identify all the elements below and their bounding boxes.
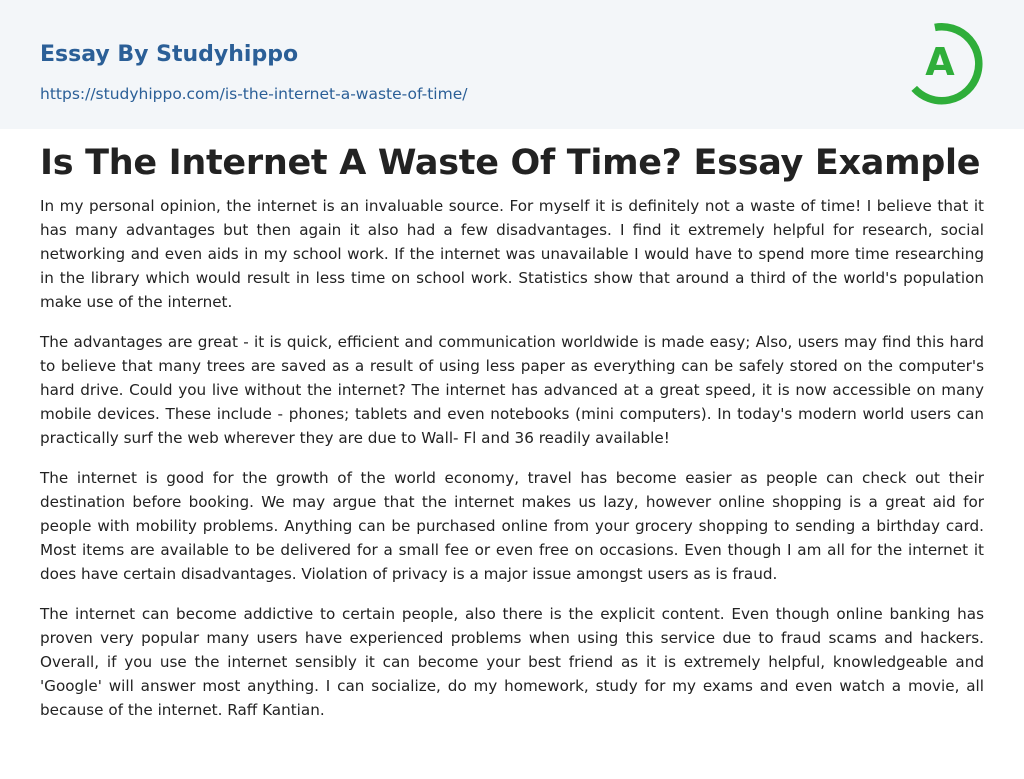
- essay-paragraph: In my personal opinion, the internet is an invaluable source. For myself it is definitely not a waste of time! I believe that it has many advantages but then again it also had a few disadvantages. I find it extremely helpful for research, social networking and even aids in my school work. If the internet was unavailable I would have to spend more time researching in the library which would result in less time on school work. Statistics show that around a third of the world's population make use of the internet.: [40, 197, 984, 311]
- essay-paragraph: The internet is good for the growth of the world economy, travel has become easier as people can check out their destination before booking. We may argue that the internet makes us lazy, however online shopping is a great aid for people with mobility problems. Anything can be purchased online from your grocery shopping to sending a birthday card. Most items are available to be delivered for a small fee or even free on occasions. Even though I am all for the internet it does have certain disadvantages. Violation of privacy is a major issue amongst users as is fraud.: [40, 469, 984, 583]
- logo-letter: A: [925, 40, 955, 84]
- studyhippo-logo-icon[interactable]: [909, 18, 989, 106]
- page-header: [0, 0, 1024, 129]
- site-brand[interactable]: Essay By Studyhippo: [40, 42, 299, 67]
- essay-title: Is The Internet A Waste Of Time? Essay Example: [40, 143, 981, 183]
- essay-body: [40, 194, 984, 738]
- essay-url-link[interactable]: https://studyhippo.com/is-the-internet-a-waste-of-time/: [40, 85, 468, 103]
- essay-paragraph: The internet can become addictive to certain people, also there is the explicit content. Even though online banking has proven very popular many users have experienced problems when using this service due to fraud scams and hackers. Overall, if you use the internet sensibly it can become your best friend as it is extremely helpful, knowledgeable and 'Google' will answer most anything. I can socialize, do my homework, study for my exams and even watch a movie, all because of the internet. Raff Kantian.: [40, 605, 984, 719]
- essay-paragraph: The advantages are great - it is quick, efficient and communication worldwide is made easy; Also, users may find this hard to believe that many trees are saved as a result of using less paper as everything can be safely stored on the computer's hard drive. Could you live without the internet? The internet has advanced at a great speed, it is now accessible on many mobile devices. These include - phones; tablets and even notebooks (mini computers). In today's modern world users can practically surf the web wherever they are due to Wall- Fl and 36 readily available!: [40, 333, 984, 447]
